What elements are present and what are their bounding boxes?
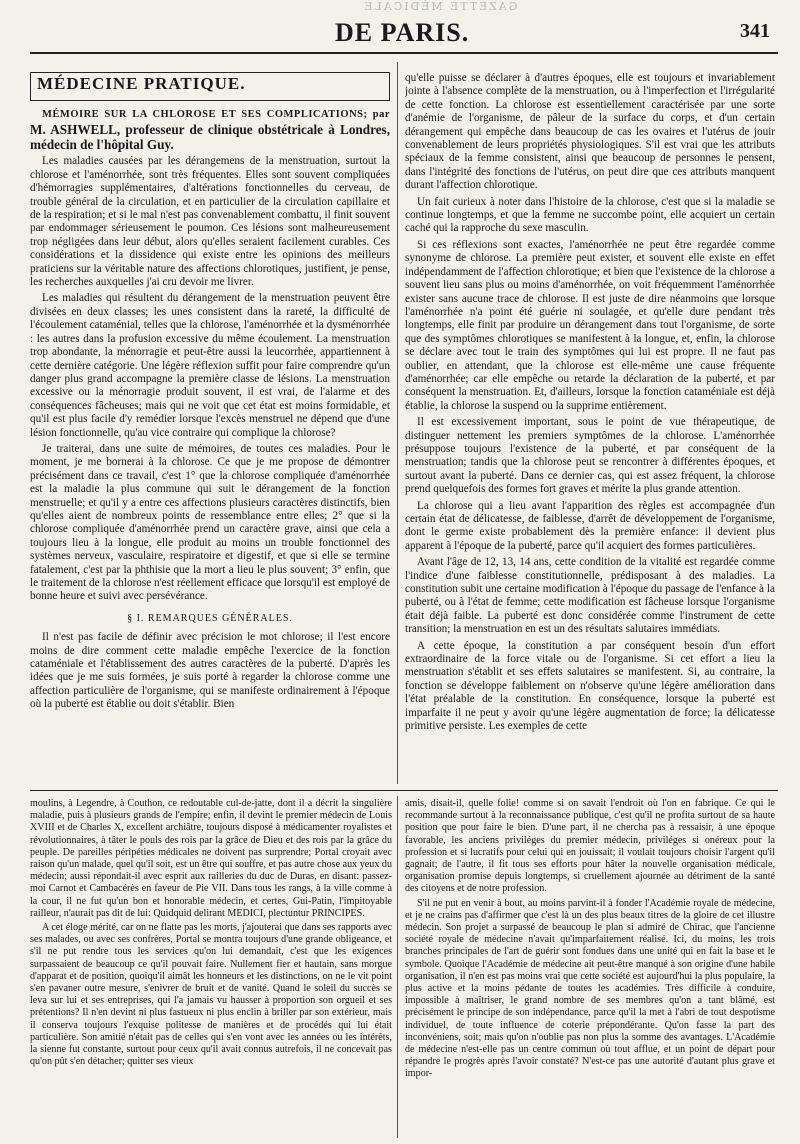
- feuilleton-rule: [30, 790, 778, 791]
- section-title: MÉDECINE PRATIQUE.: [37, 74, 246, 93]
- paragraph: Il n'est pas facile de définir avec précision le mot chlorose; il l'est encore moins de dire comment cette maladie empêche l'exercice de la fonction cataméniale et l'établissement des autres caractères de la puberté. D'après les idées que je me suis formées, je suis porté à regarder la chlorose comme une affection particulière de l'organisme, qui se manifeste ordinairement à l'époque où la puberté est établie ou doit s'établir. Bien: [30, 631, 390, 711]
- header-rule: [30, 52, 778, 54]
- bleed-through-header: GAZETTE MÉDICALE: [362, 0, 518, 12]
- paragraph: Je traiterai, dans une suite de mémoires, de toutes ces maladies. Pour le moment, je me bornerai à la chlorose. Ce que je me propose de démontrer précisément dans ce travail, c'est 1° que la chlorose compliquée d'aménorrhée est la maladie la plus commune qui suit le dérangement de la fonction menstruelle; et qu'il y a entre ces affections plusieurs caractères distinctifs, bien qu'elles aient de nombreux points de ressemblance entre elles; 2° que si la chlorose compliquée d'aménorrhée prend un caractère grave, ainsi que cela a toujours lieu à la longue, elle produit au moins un trouble fonctionnel des systèmes nerveux, vasculaire, respiratoire et digestif, et que si elle se termine fatalement, c'est par la phthisie que la mort a lieu le plus souvent; 3° enfin, que le traitement de la chlorose n'est réellement efficace que lorsqu'il est employé de bonne heure et suivi avec persévérance.: [30, 442, 390, 603]
- section-heading-box: [30, 72, 390, 101]
- feuilleton-paragraph: A cet éloge mérité, car on ne flatte pas les morts, j'ajouterai que dans ses rapports avec ses malades, ou avec ses confrères, Portal se montra toujours d'une grande obligeance, et s'il ne put rendre tous les services qu'on lui demandait, c'est que les exigences surpassaient de beaucoup ce qu'il pouvait faire. Nullement fier et hautain, sans morgue d'apparat et de position, quoiqu'il aimât les honneurs et les distinctions, on ne le vit point s'en pavaner outre mesure, s'enivrer de bruit et de vanité. Quand le soleil du succès se leva sur lui et ses entreprises, qui l'a jamais vu hausser à proportion son orgueil et ses prétentions? Il n'en devint ni plus fastueux ni plus enclin à briller par son extérieur, mais il conserva toujours l'exquise politesse de manières et de procédés qui lui était particulière. Son amitié n'était pas de celles qui s'en vont avec les années ou les intérêts, la sienne fut constante, surtout pour ceux qu'il avait connus autrefois, il ne concevait pas qu'on pût s'en détacher; quitter ses vieux: [30, 922, 392, 1068]
- right-column: [405, 72, 775, 792]
- page-number: 341: [740, 20, 770, 42]
- memoir-title-author: M. ASHWELL, professeur de clinique obstétricale à Londres, médecin de l'hôpital Guy.: [30, 122, 390, 153]
- subsection-heading: § I. REMARQUES GÉNÉRALES.: [127, 612, 293, 624]
- feuilleton-paragraph: moulins, à Legendre, à Couthon, ce redoutable cul-de-jatte, dont il a décrit la singulière maladie, puis à plusieurs grands de l'empire; enfin, il devint le premier médecin de Louis XVIII et de Charles X, excellent archiâtre, toujours disposé à médicamenter royalistes et révolutionnaires, à tâter le pouls des rois par la grâce de Dieu et des rois par la grâce du peuple. De pareilles péripéties médicales ne doivent pas surprendre; Portal croyait avec raison qu'un malade, quel qu'il soit, est un être qui souffre, et pas autre chose aux yeux du médecin; aussi répondait-il avec esprit aux railleries du duc de Duras, en disant: passez-moi Carnot et Cambacérès en faveur de Pie VII. Dans tous les rangs, à la ville comme à la cour, il ne fut qu'un bon et honorable médecin, et certes, Gui-Patin, l'impitoyable railleur, n'aurait pas dit de lui: Quidquid delirant MEDICI, plectuntur PRINCIPES.: [30, 798, 392, 919]
- paragraph: Les maladies qui résultent du dérangement de la menstruation peuvent être divisées en deux classes; les unes consistent dans la rareté, la difficulté de l'écoulement cataménial, telles que la chlorose, l'aménorrhée et la dysménorrhée : les autres dans la profusion excessive du même écoulement. La menstruation trop abondante, la ménorragie et peut-être aussi la leucorrhée, appartiennent à cette dernière catégorie. Une légère réflexion suffit pour faire comprendre qu'un danger plus grand accompagne la première classe de lésions. La menstruation excessive ou la ménorragie produit souvent, il est vrai, de l'alarme et des conséquences fâcheuses; mais qui ne voit que cet état est moins formidable, et qu'il est plus facile d'y remédier lorsque l'excès menstruel ne dépend que d'une lésion fonctionnelle, qu'au vice contraire qui complique la chlorose?: [30, 292, 390, 439]
- paragraph: Il est excessivement important, sous le point de vue thérapeutique, de distinguer nettement les premiers symptômes de la chlorose. L'aménorrhée présuppose toujours l'existence de la puberté, et par conséquent de la menstruation; tandis que la chlorose peut se rencontrer à différentes époques, et surtout avant la puberté. Dans ce dernier cas, qui est assez fréquent, la chlorose prend quelquefois des formes fort graves et mérite la plus grande attention.: [405, 416, 775, 496]
- left-column: [30, 72, 390, 778]
- paragraph: Un fait curieux à noter dans l'histoire de la chlorose, c'est que si la maladie se continue longtemps, et que la femme ne succombe point, elle acquiert un certain caché qui la rapproche du sexe masculin.: [405, 195, 775, 235]
- feuilleton-column-divider: [397, 796, 398, 1138]
- paragraph: qu'elle puisse se déclarer à d'autres époques, elle est toujours et invariablement jointe à l'absence complète de la menstruation, ou à l'imperfection et l'irrégularité de cette fonction. La chlorose est essentiellement caractérisée par une sorte d'anémie de l'organisme, de pâleur de la surface du corps, et d'un certain dérangement qui empêche dans beaucoup de cas les ovaires et l'utérus de jouir convenablement de leurs propriétés physiologiques. S'il est vrai que les attributs spéciaux de la femme consistent, ainsi que beaucoup de personnes le pensent, dans l'intégrité des fonctions de l'utérus, on peut dire que ces attributs manquent durant l'affection chlorotique.: [405, 72, 775, 192]
- column-divider: [397, 62, 398, 784]
- paragraph: A cette époque, la constitution a par conséquent besoin d'un effort extraordinaire de la force vitale ou de l'organisme. Si cet effort a lieu la menstruation s'établit et ses effets salutaires se manifestent. Si, au contraire, la fonction se développe faiblement on n'observe qu'une légère amélioration dans l'état préalable de la constitution. En conséquence, lorsque la puberté est imparfaite il ne peut y avoir qu'une légère augmentation de force; la délicatesse primitive persiste. Les exemples de cette: [405, 639, 775, 733]
- memoir-title: [30, 105, 390, 152]
- feuilleton-paragraph: amis, disait-il, quelle folie! comme si on savait l'endroit où l'on en fabrique. Ce qui le recommande surtout à la reconnaissance publique, c'est qu'il ne profita surtout de sa haute position que pour faire le bien. D'une part, il ne chercha pas à ressaisir, à une époque favorable, les anciens priviléges du premier médecin, priviléges si onéreux pour la profession et si lucratifs pour celui qui en jouissait; il voulait toujours choisir l'argent qu'il gagnait; de l'autre, il fit tous ses efforts pour hâter la nouvelle organisation médicale, organisation promise depuis longtemps, si cruellement ajournée au détriment de la santé des citoyens et de notre profession.: [405, 798, 775, 895]
- feuilleton-left-column: [30, 798, 392, 1138]
- masthead-title: DE PARIS.: [335, 18, 470, 47]
- memoir-title-lead: MÉMOIRE SUR LA CHLOROSE ET SES COMPLICATIONS; par: [42, 109, 390, 121]
- paragraph: La chlorose qui a lieu avant l'apparition des règles est accompagnée d'un certain état de délicatesse, de faiblesse, d'arrêt de développement de l'organisme, dont le germe existe probablement dès la première enfance: il devient plus apparent à l'époque de la puberté, parce qu'il acquiert des formes particulières.: [405, 499, 775, 552]
- feuilleton-paragraph: S'il ne put en venir à bout, au moins parvint-il à fonder l'Académie royale de médecine, et je ne crains pas d'affirmer que c'est là un des plus beaux titres de la gloire de cet illustre médecin. Son projet a surpassé de beaucoup le plan si admiré de Chirac, que l'ancienne société royale de médecine n'avait qu'imparfaitement réalisé. Ici, du moins, les trois branches principales de l'art de guérir sont fondues dans une unité qui en fait la base et le symbole. Quoique l'Académie de médecine ait peut-être manqué à son origine d'une habile organisation, il n'en est pas moins vrai que cette société est aujourd'hui la plus populaire, la plus active et la moins pédante de toutes les académies. Très difficile à conduire, impossible à maîtriser, le grand nombre de ses membres qu'on a tant blâmé, est précisément le principe de son indépendance, parce qu'il la met à l'abri de tout despotisme individuel, de toute influence de coterie prépondérante. Qu'on fasse la part des inconvéniens, soit; mais qu'on n'oublie pas non plus la somme des avantages. L'Académie de médecine n'est-elle pas un centre commun où tout afflue, et un point de départ pour répandre le progrès après l'avoir constaté? N'est-ce pas une autorité d'autant plus grave et impor-: [405, 897, 775, 1080]
- paragraph: Avant l'âge de 12, 13, 14 ans, cette condition de la vitalité est regardée comme l'indice d'une faiblesse constitutionnelle, prédisposant à des maladies. La constitution subit une certaine modification à l'époque du passage de l'enfance à la puberté, ou à l'état de femme; cette modification est fâcheuse lorsque l'organisme était déjà faible. La puberté est donc considérée comme l'instrument de cette transition; la menstruation en est un des résultats salutaires immédiats.: [405, 556, 775, 636]
- paragraph: Les maladies causées par les dérangemens de la menstruation, surtout la chlorose et l'aménorrhée, sont très fréquentes. Elles sont souvent compliquées d'hémorragies supplémentaires, d'altérations fonctionnelles du cerveau, de trouble général de la circulation, et en particulier de la circulation capillaire et de la respiration; et si le mal n'est pas convenablement combattu, il finit souvent par endommager sérieusement le poumon. Ces lésions sont malheureusement trop négligées dans leur début, alors qu'elles seraient facilement curables. Ces considérations et la dissidence qui existe entre les opinions des meilleurs praticiens sur la véritable nature des affections chlorotiques, justifient, je pense, les recherches auxquelles j'ai cru devoir me livrer.: [30, 155, 390, 289]
- paragraph: Si ces réflexions sont exactes, l'aménorrhée ne peut être regardée comme synonyme de chlorose. La première peut exister, et souvent elle existe en effet indépendamment de l'affection chlorotique; et bien que l'existence de la chlorose a souvent lieu sans plus ou moins d'aménorrhée, on voit fréquemment l'aménorrhée exister sans aucune trace de chlorose. Il est juste de dire néanmoins que lorsque l'aménorrhée n'a point été guérie ni soulagée, et qu'elle dure pendant très longtemps, elle finit par produire un dérangement dans tout l'organisme, de sorte que des symptômes chlorotiques se manifestent à la longue, et, enfin, la chlorose se déclare avec tout le train des symptômes qui lui est propre. Il ne faut pas oublier, en attendant, que la chlorose est elle-même une cause fréquente d'aménorrhée; car elle empêche ou retarde la déclaration de la puberté, et par conséquent la menstruation. Et, d'ailleurs, lorsque la fonction cataméniale est déjà établie, la chlorose la suspend ou la supprime entièrement.: [405, 238, 775, 412]
- feuilleton-right-column: [405, 798, 775, 1138]
- page-header: [30, 14, 778, 50]
